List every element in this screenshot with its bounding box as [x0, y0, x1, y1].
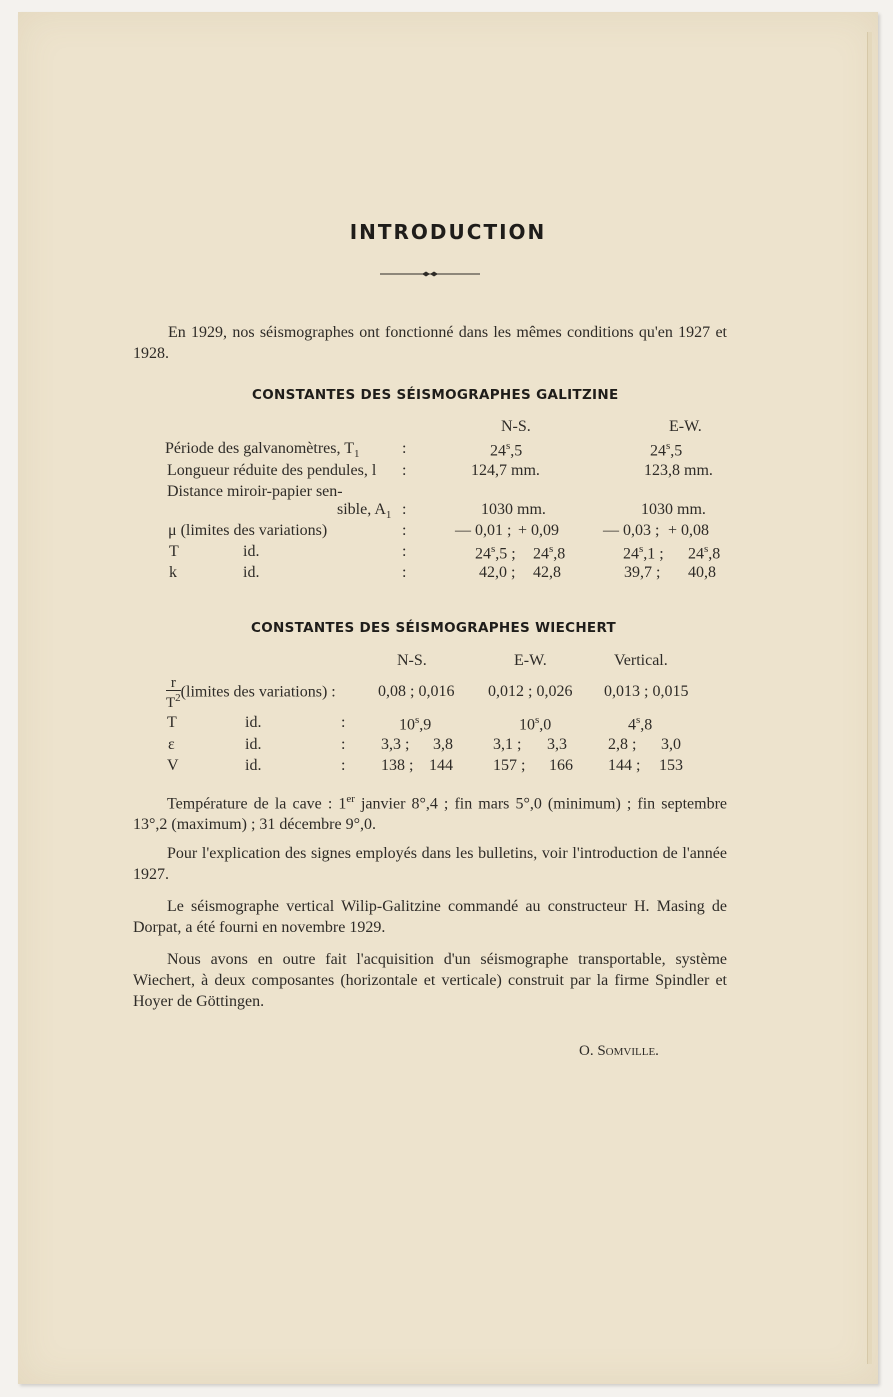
- galitzine-mu-ns-b: + 0,09: [518, 522, 560, 539]
- galitzine-period-ns: 24$^s$,5: [490, 440, 523, 460]
- galitzine-mu-ew-a: — 0,03 ;: [603, 522, 660, 539]
- wiechert-ratio-ns: 0,08 ; 0,016: [378, 683, 455, 700]
- wiechert-V-vertical-b: 153: [659, 757, 683, 774]
- galitzine-T-ns-a: 24$^s$,5 ;: [475, 543, 516, 563]
- wiechert-col-vertical: Vertical.: [614, 652, 668, 669]
- wiechert-V-ns-b: 144: [429, 757, 453, 774]
- galitzine-distance-ns: 1030 mm.: [481, 501, 546, 518]
- galitzine-colon: :: [402, 564, 407, 581]
- wiechert-row-epsilon-symbol: ε: [168, 736, 175, 753]
- galitzine-colon: :: [402, 501, 407, 518]
- galitzine-col-ns: N-S.: [501, 418, 531, 435]
- wiechert-ratio-ew: 0,012 ; 0,026: [488, 683, 573, 700]
- galitzine-row-distance-label-a: Distance miroir-papier sen-: [167, 483, 343, 500]
- page-sheet: [18, 12, 878, 1384]
- galitzine-row-T-id: id.: [243, 543, 260, 560]
- galitzine-k-ns-a: 42,0 ;: [479, 564, 516, 581]
- wiechert-V-ew-a: 157 ;: [493, 757, 526, 774]
- wiechert-ratio-vertical: 0,013 ; 0,015: [604, 683, 689, 700]
- ratio-fraction: $\frac{r}{T^2}$: [166, 675, 181, 711]
- wiechert-epsilon-vertical-a: 2,8 ;: [608, 736, 637, 753]
- wiechert-epsilon-ew-b: 3,3: [547, 736, 567, 753]
- temperature-paragraph: Température de la cave : 1er janvier 8°,4 ; fin mars 5°,0 (minimum) ; fin septembre 13°,2 (maximum) ; 31 décembre 9°,0.: [133, 793, 727, 834]
- intro-paragraph: En 1929, nos séismographes ont fonctionné dans les mêmes conditions qu'en 1927 et 1928.: [133, 324, 727, 362]
- galitzine-colon: :: [402, 522, 407, 539]
- galitzine-mu-ew-b: + 0,08: [668, 522, 710, 539]
- galitzine-k-ew-a: 39,7 ;: [624, 564, 661, 581]
- galitzine-row-distance-label-b: sible, $A_1$: [337, 501, 392, 522]
- galitzine-period-ew: 24$^s$,5: [650, 440, 683, 460]
- galitzine-row-T-symbol: T: [169, 543, 179, 560]
- galitzine-mu-ns-a: — 0,01 ;: [455, 522, 512, 539]
- page-title: INTRODUCTION: [349, 220, 547, 244]
- galitzine-k-ns-b: 42,8: [533, 564, 561, 581]
- galitzine-distance-ew: 1030 mm.: [641, 501, 706, 518]
- galitzine-colon: :: [402, 462, 407, 479]
- wiechert-row-ratio-label: $\frac{r}{T^2}$ (limites des variations) :: [166, 675, 336, 711]
- galitzine-row-k-id: id.: [243, 564, 260, 581]
- wiechert-V-vertical-a: 144 ;: [608, 757, 641, 774]
- wiechert-T-vertical: 4$^s$,8: [628, 714, 653, 734]
- galitzine-heading: CONSTANTES DES SÉISMOGRAPHES GALITZINE: [252, 387, 619, 403]
- wilip-paragraph: Le séismographe vertical Wilip-Galitzine commandé au constructeur H. Masing de Dorpat, a été fourni en novembre 1929.: [133, 898, 727, 936]
- wiechert-V-ew-b: 166: [549, 757, 573, 774]
- galitzine-col-ew: E-W.: [669, 418, 702, 435]
- galitzine-row-length-label: Longueur réduite des pendules, l: [167, 462, 377, 479]
- wiechert-row-epsilon-id: id.: [245, 736, 262, 753]
- galitzine-length-ns: 124,7 mm.: [471, 462, 540, 479]
- galitzine-T-ew-a: 24$^s$,1 ;: [623, 543, 664, 563]
- galitzine-row-k-symbol: k: [169, 564, 177, 581]
- wiechert-colon: :: [341, 757, 346, 774]
- wiechert-epsilon-vertical-b: 3,0: [661, 736, 681, 753]
- wiechert-heading: CONSTANTES DES SÉISMOGRAPHES WIECHERT: [251, 620, 617, 636]
- wiechert-epsilon-ew-a: 3,1 ;: [493, 736, 522, 753]
- galitzine-T-ew-b: 24$^s$,8: [688, 543, 721, 563]
- wiechert-row-T-id: id.: [245, 714, 262, 731]
- wiechert-row-V-id: id.: [245, 757, 262, 774]
- galitzine-row-mu-label: μ (limites des variations): [168, 522, 328, 539]
- wiechert-col-ew: E-W.: [514, 652, 547, 669]
- galitzine-k-ew-b: 40,8: [688, 564, 716, 581]
- explanation-paragraph: Pour l'explication des signes employés dans les bulletins, voir l'introduction de l'année 1927.: [133, 845, 727, 883]
- ornament-divider: [380, 270, 480, 278]
- wiechert-row-V-symbol: V: [167, 757, 179, 774]
- author-signature: O. Somville.: [579, 1043, 659, 1059]
- wiechert-V-ns-a: 138 ;: [381, 757, 414, 774]
- galitzine-colon: :: [402, 543, 407, 560]
- galitzine-colon: :: [402, 440, 407, 457]
- acquisition-paragraph: Nous avons en outre fait l'acquisition d'un séismographe transportable, système Wiechert, à deux composantes (horizontale et verticale) construit par la firme Spindler et Hoyer de Göttingen.: [133, 951, 727, 1010]
- wiechert-col-ns: N-S.: [397, 652, 427, 669]
- galitzine-length-ew: 123,8 mm.: [644, 462, 713, 479]
- wiechert-colon: :: [341, 714, 346, 731]
- wiechert-T-ns: 10$^s$,9: [399, 714, 432, 734]
- galitzine-row-period-label: Période des galvanomètres, $T_1$: [165, 440, 360, 461]
- galitzine-T-ns-b: 24$^s$,8: [533, 543, 566, 563]
- wiechert-epsilon-ns-a: 3,3 ;: [381, 736, 410, 753]
- wiechert-colon: :: [341, 736, 346, 753]
- wiechert-row-T-symbol: T: [167, 714, 177, 731]
- wiechert-T-ew: 10$^s$,0: [519, 714, 552, 734]
- wiechert-epsilon-ns-b: 3,8: [433, 736, 453, 753]
